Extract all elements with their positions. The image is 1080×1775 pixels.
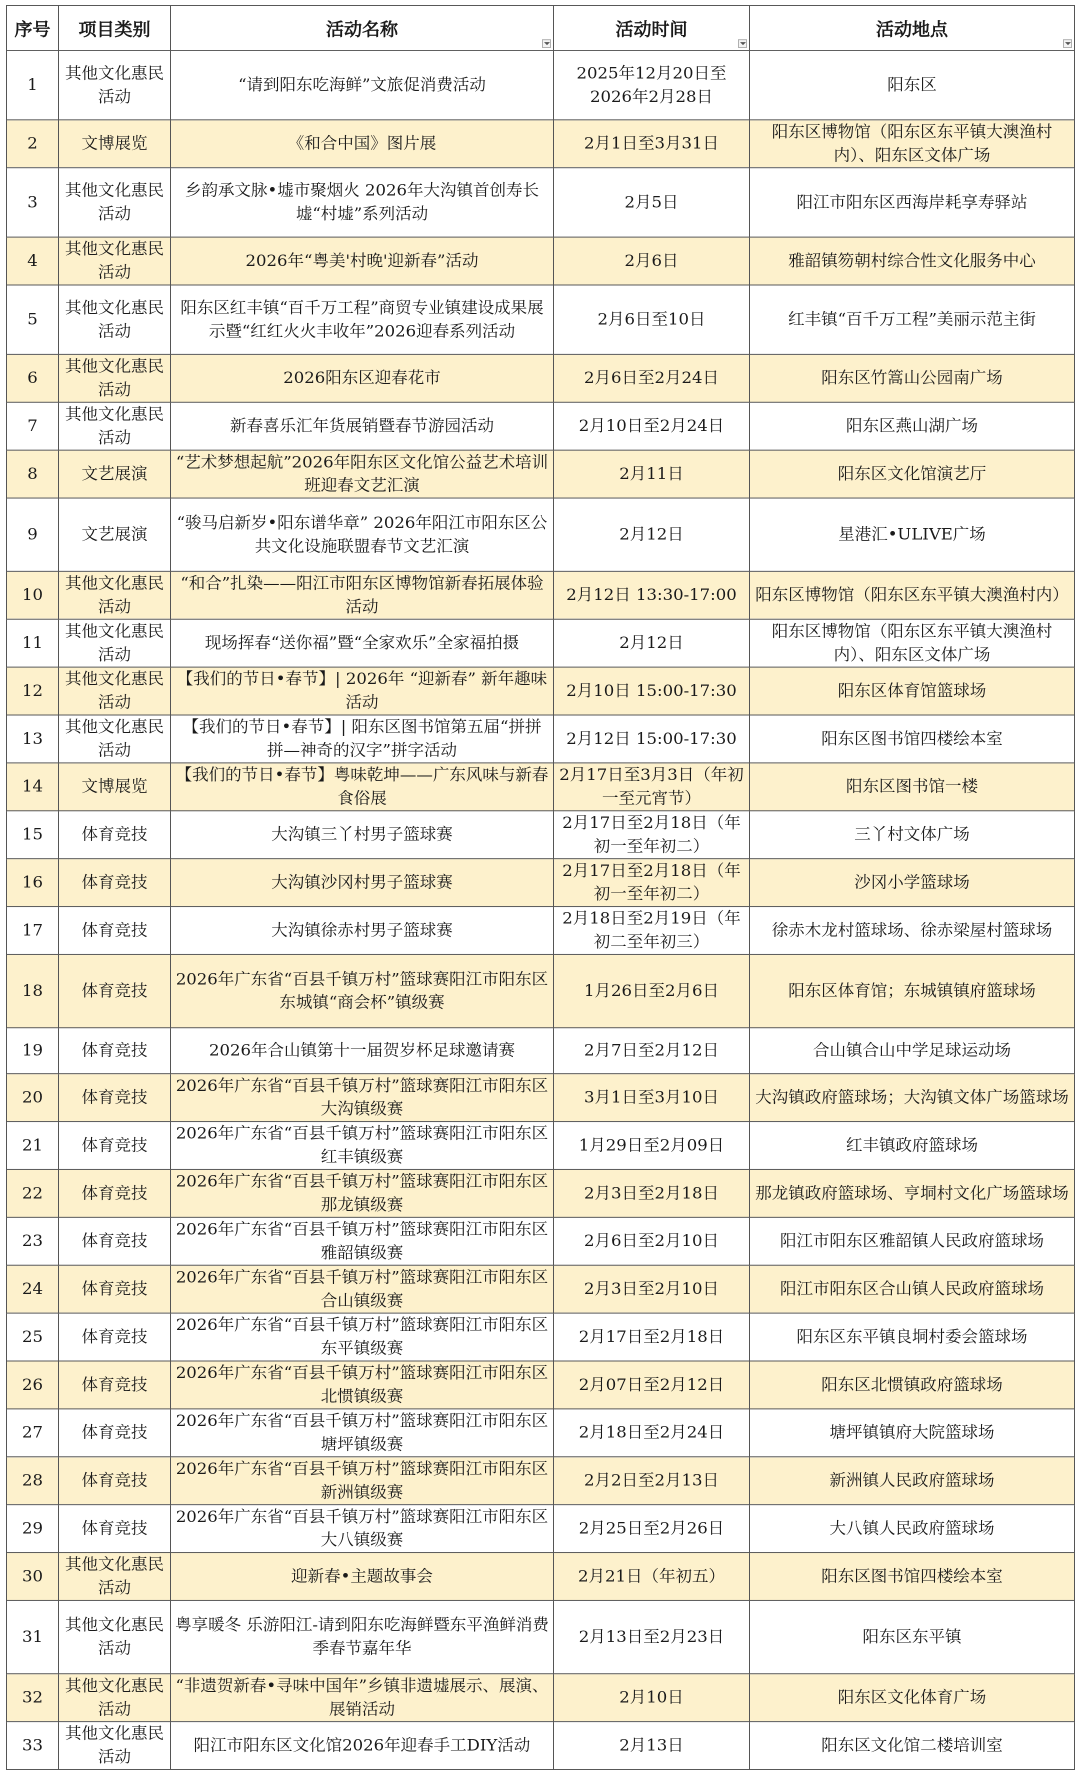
cell-activity-name: 大沟镇徐赤村男子篮球赛 (171, 907, 554, 955)
cell-category: 体育竞技 (59, 1217, 171, 1265)
cell-activity-place: 三丫村文体广场 (750, 811, 1075, 859)
cell-activity-place: 阳东区图书馆四楼绘本室 (750, 715, 1075, 763)
cell-activity-place: 阳江市阳东区雅韶镇人民政府篮球场 (750, 1217, 1075, 1265)
cell-activity-place: 阳东区竹篙山公园南广场 (750, 354, 1075, 402)
cell-activity-place: 阳东区博物馆（阳东区东平镇大澳渔村内） (750, 571, 1075, 619)
cell-activity-time: 2月3日至2月18日 (554, 1169, 750, 1217)
cell-category: 体育竞技 (59, 954, 171, 1027)
cell-activity-time: 2月2日至2月13日 (554, 1457, 750, 1505)
table-row (7, 1600, 1075, 1673)
cell-category: 其他文化惠民活动 (59, 237, 171, 285)
table-row (7, 811, 1075, 859)
cell-activity-time: 2月12日 (554, 498, 750, 571)
cell-activity-name: 2026年广东省“百县千镇万村”篮球赛阳江市阳东区红丰镇级赛 (171, 1122, 554, 1170)
cell-category: 其他文化惠民活动 (59, 1600, 171, 1673)
cell-activity-name: 2026年广东省“百县千镇万村”篮球赛阳江市阳东区东城镇“商会杯”镇级赛 (171, 954, 554, 1027)
cell-activity-time: 2月17日至2月18日（年初一至年初二） (554, 811, 750, 859)
cell-no: 18 (7, 954, 59, 1027)
cell-no: 27 (7, 1409, 59, 1457)
cell-activity-place: 阳东区图书馆四楼绘本室 (750, 1553, 1075, 1601)
cell-activity-place: 阳东区体育馆；东城镇镇府篮球场 (750, 954, 1075, 1027)
cell-activity-name: 【我们的节日•春节】| 阳东区图书馆第五届“拼拼拼—神奇的汉字”拼字活动 (171, 715, 554, 763)
cell-category: 体育竞技 (59, 811, 171, 859)
cell-category: 体育竞技 (59, 1265, 171, 1313)
cell-category: 文艺展演 (59, 498, 171, 571)
cell-activity-name: “艺术梦想起航”2026年阳东区文化馆公益艺术培训班迎春文艺汇演 (171, 450, 554, 498)
table-row (7, 1074, 1075, 1122)
table-row (7, 168, 1075, 237)
table-row (7, 50, 1075, 119)
cell-no: 9 (7, 498, 59, 571)
cell-no: 8 (7, 450, 59, 498)
table-row (7, 1265, 1075, 1313)
filter-dropdown-icon[interactable] (738, 39, 747, 48)
cell-category: 体育竞技 (59, 859, 171, 907)
cell-activity-name: 大沟镇三丫村男子篮球赛 (171, 811, 554, 859)
table-row (7, 1457, 1075, 1505)
cell-activity-time: 2025年12月20日至2026年2月28日 (554, 50, 750, 119)
cell-category: 其他文化惠民活动 (59, 402, 171, 450)
cell-activity-time: 2月3日至2月10日 (554, 1265, 750, 1313)
cell-no: 28 (7, 1457, 59, 1505)
cell-activity-place: 阳东区东平镇 (750, 1600, 1075, 1673)
cell-activity-place: 阳东区体育馆篮球场 (750, 667, 1075, 715)
cell-no: 2 (7, 120, 59, 168)
cell-category: 其他文化惠民活动 (59, 50, 171, 119)
cell-no: 23 (7, 1217, 59, 1265)
cell-category: 体育竞技 (59, 1122, 171, 1170)
cell-category: 文艺展演 (59, 450, 171, 498)
cell-activity-time: 2月1日至3月31日 (554, 120, 750, 168)
table-row (7, 763, 1075, 811)
table-row (7, 571, 1075, 619)
cell-activity-time: 2月18日至2月19日（年初二至年初三） (554, 907, 750, 955)
cell-category: 体育竞技 (59, 1361, 171, 1409)
cell-activity-place: 阳东区博物馆（阳东区东平镇大澳渔村内）、阳东区文体广场 (750, 120, 1075, 168)
cell-activity-time: 2月21日（年初五） (554, 1553, 750, 1601)
cell-activity-place: 徐赤木龙村篮球场、徐赤梁屋村篮球场 (750, 907, 1075, 955)
cell-activity-time: 2月5日 (554, 168, 750, 237)
table-row (7, 1553, 1075, 1601)
table-row (7, 667, 1075, 715)
table-row (7, 120, 1075, 168)
cell-category: 体育竞技 (59, 1457, 171, 1505)
cell-activity-name: 大沟镇沙冈村男子篮球赛 (171, 859, 554, 907)
cell-activity-name: 阳江市阳东区文化馆2026年迎春手工DIY活动 (171, 1722, 554, 1770)
cell-activity-place: 阳东区文化馆演艺厅 (750, 450, 1075, 498)
cell-activity-place: 大八镇人民政府篮球场 (750, 1505, 1075, 1553)
cell-activity-name: 迎新春•主题故事会 (171, 1553, 554, 1601)
cell-category: 其他文化惠民活动 (59, 354, 171, 402)
cell-no: 16 (7, 859, 59, 907)
cell-activity-name: “骏马启新岁•阳东谱华章” 2026年阳江市阳东区公共文化设施联盟春节文艺汇演 (171, 498, 554, 571)
cell-activity-place: 大沟镇政府篮球场；大沟镇文体广场篮球场 (750, 1074, 1075, 1122)
cell-activity-place: 雅韶镇笏朝村综合性文化服务中心 (750, 237, 1075, 285)
cell-activity-time: 2月10日 (554, 1674, 750, 1722)
cell-category: 其他文化惠民活动 (59, 285, 171, 354)
cell-no: 30 (7, 1553, 59, 1601)
table-row (7, 1505, 1075, 1553)
cell-activity-name: 【我们的节日•春节】| 2026年 “迎新春” 新年趣味活动 (171, 667, 554, 715)
cell-category: 体育竞技 (59, 907, 171, 955)
cell-activity-place: 阳东区北惯镇政府篮球场 (750, 1361, 1075, 1409)
cell-activity-place: 阳东区文化体育广场 (750, 1674, 1075, 1722)
cell-activity-time: 2月07日至2月12日 (554, 1361, 750, 1409)
cell-no: 32 (7, 1674, 59, 1722)
cell-activity-place: 新洲镇人民政府篮球场 (750, 1457, 1075, 1505)
cell-activity-time: 2月13日至2月23日 (554, 1600, 750, 1673)
filter-dropdown-icon[interactable] (1063, 39, 1072, 48)
cell-category: 其他文化惠民活动 (59, 168, 171, 237)
cell-activity-time: 3月1日至3月10日 (554, 1074, 750, 1122)
header-category: 项目类别 (59, 5, 171, 50)
cell-activity-name: 2026年广东省“百县千镇万村”篮球赛阳江市阳东区北惯镇级赛 (171, 1361, 554, 1409)
cell-activity-place: 那龙镇政府篮球场、亨垌村文化广场篮球场 (750, 1169, 1075, 1217)
cell-activity-name: 2026阳东区迎春花市 (171, 354, 554, 402)
table-row (7, 498, 1075, 571)
cell-activity-name: 现场挥春“送你福”暨“全家欢乐”全家福拍摄 (171, 619, 554, 667)
cell-no: 15 (7, 811, 59, 859)
cell-activity-name: 2026年广东省“百县千镇万村”篮球赛阳江市阳东区雅韶镇级赛 (171, 1217, 554, 1265)
table-row (7, 354, 1075, 402)
cell-category: 体育竞技 (59, 1074, 171, 1122)
cell-no: 29 (7, 1505, 59, 1553)
cell-activity-name: 《和合中国》图片展 (171, 120, 554, 168)
cell-no: 19 (7, 1028, 59, 1074)
cell-activity-time: 2月6日至2月24日 (554, 354, 750, 402)
cell-activity-name: 2026年合山镇第十一届贺岁杯足球邀请赛 (171, 1028, 554, 1074)
cell-activity-place: 阳东区 (750, 50, 1075, 119)
cell-activity-name: 2026年广东省“百县千镇万村”篮球赛阳江市阳东区新洲镇级赛 (171, 1457, 554, 1505)
cell-category: 其他文化惠民活动 (59, 571, 171, 619)
cell-activity-name: “和合”扎染——阳江市阳东区博物馆新春拓展体验活动 (171, 571, 554, 619)
cell-activity-place: 阳东区燕山湖广场 (750, 402, 1075, 450)
filter-dropdown-icon[interactable] (542, 39, 551, 48)
cell-category: 其他文化惠民活动 (59, 619, 171, 667)
table-row (7, 1028, 1075, 1074)
cell-category: 文博展览 (59, 120, 171, 168)
cell-no: 5 (7, 285, 59, 354)
cell-activity-time: 2月12日 15:00-17:30 (554, 715, 750, 763)
cell-activity-name: “非遗贺新春•寻味中国年”乡镇非遗墟展示、展演、展销活动 (171, 1674, 554, 1722)
cell-activity-time: 2月11日 (554, 450, 750, 498)
cell-activity-name: 2026年广东省“百县千镇万村”篮球赛阳江市阳东区东平镇级赛 (171, 1313, 554, 1361)
header-activity-time: 活动时间 (554, 5, 750, 50)
cell-category: 其他文化惠民活动 (59, 715, 171, 763)
cell-activity-time: 2月12日 13:30-17:00 (554, 571, 750, 619)
cell-category: 其他文化惠民活动 (59, 1674, 171, 1722)
cell-activity-place: 阳东区图书馆一楼 (750, 763, 1075, 811)
header-no: 序号 (7, 5, 59, 50)
cell-activity-time: 2月6日 (554, 237, 750, 285)
cell-no: 1 (7, 50, 59, 119)
activity-table (6, 5, 1075, 1770)
cell-activity-place: 沙冈小学篮球场 (750, 859, 1075, 907)
activity-table-wrap (6, 5, 1074, 1770)
cell-activity-place: 红丰镇政府篮球场 (750, 1122, 1075, 1170)
table-row (7, 1169, 1075, 1217)
table-row (7, 907, 1075, 955)
cell-activity-name: 2026年广东省“百县千镇万村”篮球赛阳江市阳东区大八镇级赛 (171, 1505, 554, 1553)
cell-no: 21 (7, 1122, 59, 1170)
cell-category: 体育竞技 (59, 1505, 171, 1553)
table-row (7, 1722, 1075, 1770)
cell-activity-name: 2026年“粤美'村晚'迎新春”活动 (171, 237, 554, 285)
table-row (7, 954, 1075, 1027)
cell-no: 7 (7, 402, 59, 450)
cell-activity-place: 阳江市阳东区西海岸耗享寿驿站 (750, 168, 1075, 237)
header-activity-name: 活动名称 (171, 5, 554, 50)
table-row (7, 715, 1075, 763)
cell-activity-time: 2月13日 (554, 1722, 750, 1770)
cell-activity-place: 合山镇合山中学足球运动场 (750, 1028, 1075, 1074)
table-row (7, 450, 1075, 498)
cell-activity-place: 阳东区博物馆（阳东区东平镇大澳渔村内）、阳东区文体广场 (750, 619, 1075, 667)
cell-no: 22 (7, 1169, 59, 1217)
cell-no: 26 (7, 1361, 59, 1409)
cell-no: 20 (7, 1074, 59, 1122)
cell-category: 体育竞技 (59, 1409, 171, 1457)
cell-activity-time: 2月17日至2月18日（年初一至年初二） (554, 859, 750, 907)
table-row (7, 619, 1075, 667)
cell-category: 其他文化惠民活动 (59, 1553, 171, 1601)
cell-category: 体育竞技 (59, 1028, 171, 1074)
cell-no: 10 (7, 571, 59, 619)
cell-no: 3 (7, 168, 59, 237)
header-row (7, 5, 1075, 50)
cell-activity-time: 1月29日至2月09日 (554, 1122, 750, 1170)
cell-activity-time: 2月12日 (554, 619, 750, 667)
cell-no: 14 (7, 763, 59, 811)
header-activity-place: 活动地点 (750, 5, 1075, 50)
cell-category: 其他文化惠民活动 (59, 1722, 171, 1770)
cell-activity-time: 2月25日至2月26日 (554, 1505, 750, 1553)
table-row (7, 237, 1075, 285)
cell-activity-time: 2月6日至2月10日 (554, 1217, 750, 1265)
cell-activity-name: 【我们的节日•春节】粤味乾坤——广东风味与新春食俗展 (171, 763, 554, 811)
cell-activity-name: 2026年广东省“百县千镇万村”篮球赛阳江市阳东区那龙镇级赛 (171, 1169, 554, 1217)
cell-category: 体育竞技 (59, 1313, 171, 1361)
table-row (7, 1217, 1075, 1265)
cell-no: 4 (7, 237, 59, 285)
cell-activity-name: 2026年广东省“百县千镇万村”篮球赛阳江市阳东区大沟镇级赛 (171, 1074, 554, 1122)
cell-activity-name: 2026年广东省“百县千镇万村”篮球赛阳江市阳东区合山镇级赛 (171, 1265, 554, 1313)
cell-activity-name: 2026年广东省“百县千镇万村”篮球赛阳江市阳东区塘坪镇级赛 (171, 1409, 554, 1457)
cell-activity-name: 粤享暖冬 乐游阳江-请到阳东吃海鲜暨东平渔鲜消费季春节嘉年华 (171, 1600, 554, 1673)
cell-activity-place: 阳东区文化馆二楼培训室 (750, 1722, 1075, 1770)
cell-category: 文博展览 (59, 763, 171, 811)
cell-activity-place: 塘坪镇镇府大院篮球场 (750, 1409, 1075, 1457)
cell-activity-time: 2月18日至2月24日 (554, 1409, 750, 1457)
cell-activity-time: 1月26日至2月6日 (554, 954, 750, 1027)
cell-activity-name: 乡韵承文脉•墟市聚烟火 2026年大沟镇首创寿长墟“村墟”系列活动 (171, 168, 554, 237)
cell-no: 12 (7, 667, 59, 715)
cell-no: 25 (7, 1313, 59, 1361)
cell-activity-place: 红丰镇“百千万工程”美丽示范主街 (750, 285, 1075, 354)
cell-no: 13 (7, 715, 59, 763)
cell-activity-place: 阳江市阳东区合山镇人民政府篮球场 (750, 1265, 1075, 1313)
cell-no: 33 (7, 1722, 59, 1770)
table-row (7, 859, 1075, 907)
cell-no: 24 (7, 1265, 59, 1313)
table-row (7, 1122, 1075, 1170)
cell-activity-place: 星港汇•ULIVE广场 (750, 498, 1075, 571)
cell-activity-name: 新春喜乐汇年货展销暨春节游园活动 (171, 402, 554, 450)
cell-no: 31 (7, 1600, 59, 1673)
cell-activity-name: “请到阳东吃海鲜”文旅促消费活动 (171, 50, 554, 119)
cell-activity-name: 阳东区红丰镇“百千万工程”商贸专业镇建设成果展示暨“红红火火丰收年”2026迎春系列活动 (171, 285, 554, 354)
cell-category: 体育竞技 (59, 1169, 171, 1217)
cell-activity-time: 2月10日 15:00-17:30 (554, 667, 750, 715)
cell-activity-time: 2月10日至2月24日 (554, 402, 750, 450)
cell-no: 11 (7, 619, 59, 667)
table-row (7, 1313, 1075, 1361)
table-row (7, 402, 1075, 450)
cell-activity-place: 阳东区东平镇良垌村委会篮球场 (750, 1313, 1075, 1361)
cell-no: 6 (7, 354, 59, 402)
cell-activity-time: 2月17日至2月18日 (554, 1313, 750, 1361)
cell-no: 17 (7, 907, 59, 955)
table-row (7, 1361, 1075, 1409)
table-row (7, 285, 1075, 354)
table-row (7, 1409, 1075, 1457)
table-row (7, 1674, 1075, 1722)
cell-category: 其他文化惠民活动 (59, 667, 171, 715)
cell-activity-time: 2月17日至3月3日（年初一至元宵节） (554, 763, 750, 811)
cell-activity-time: 2月7日至2月12日 (554, 1028, 750, 1074)
cell-activity-time: 2月6日至10日 (554, 285, 750, 354)
